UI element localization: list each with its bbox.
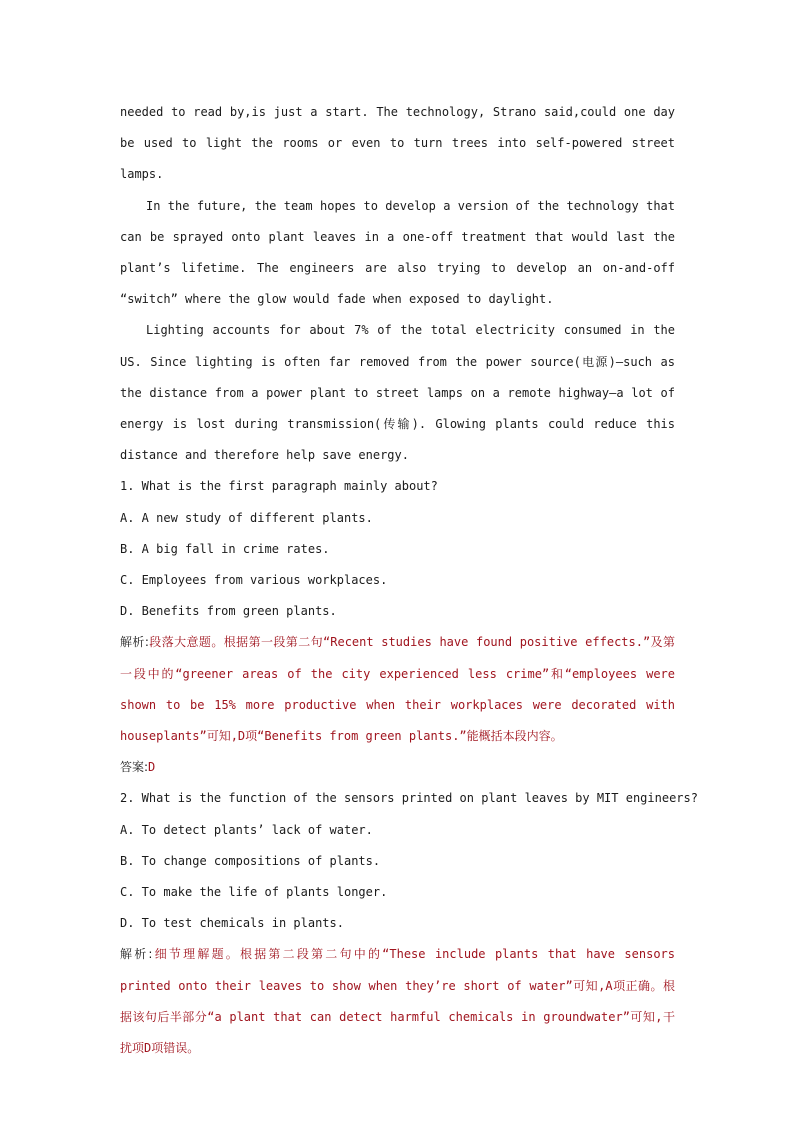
question-2-stem: 2. What is the function of the sensors printed on plant leaves by MIT engineers? <box>120 791 698 806</box>
question-1-analysis <box>120 627 675 752</box>
analysis-label: 解析: <box>120 635 149 650</box>
question-2-option-d: D. To test chemicals in plants. <box>120 916 344 931</box>
question-2-option-b: B. To change compositions of plants. <box>120 853 381 868</box>
passage-paragraph-continued: needed to read by,is just a start. The technology, Strano said,could one day be used to light the rooms or even to turn trees into self-powered street lamps. <box>120 105 675 182</box>
question-1-stem: 1. What is the first paragraph mainly about? <box>120 479 438 494</box>
question-1-answer <box>120 752 675 783</box>
passage-paragraph-lighting: Lighting accounts for about 7% of the total electricity consumed in the US. Since lighting is often far removed from the power source(电源)—such as the distance from a power plant to street lamps on a remote highway—a lot of energy is lost during transmission(传输). Glowing plants could reduce this distance and therefore help save energy. <box>120 323 675 463</box>
analysis-label: 解析: <box>120 947 153 962</box>
question-1-option-d: D. Benefits from green plants. <box>120 604 337 619</box>
analysis-text: 段落大意题。根据第一段第二句“Recent studies have found positive effects.”及第一段中的“greener areas of the city experienced less crime”和“employees were shown to be 15% more productive when their workplaces were decorated with houseplants”可知,D项“Benefits from green plants.”能概括本段内容。 <box>120 635 676 744</box>
question-1-option-b: B. A big fall in crime rates. <box>120 541 330 556</box>
question-2-option-c: C. To make the life of plants longer. <box>120 885 388 900</box>
question-1 <box>120 471 675 783</box>
question-2-analysis <box>120 939 675 1064</box>
passage-paragraph-future: In the future, the team hopes to develop a version of the technology that can be sprayed onto plant leaves in a one-off treatment that would last the plant’s lifetime. The engineers are also trying to develop an on-and-off “switch” where the glow would fade when exposed to daylight. <box>120 198 675 307</box>
question-1-option-a: A. A new study of different plants. <box>120 510 373 525</box>
question-1-option-c: C. Employees from various workplaces. <box>120 573 388 588</box>
answer-value: D <box>148 760 156 775</box>
analysis-text: 细节理解题。根据第二段第二句中的“These include plants that have sensors printed onto their leaves to show when they’re short of water”可知,A项正确。根据该句后半部分“a plant that can detect harmful chemicals in groundwater”可知,干扰项D项错误。 <box>120 947 676 1056</box>
content-column <box>120 97 698 1064</box>
question-2-option-a: A. To detect plants’ lack of water. <box>120 822 373 837</box>
answer-label: 答案: <box>120 760 149 775</box>
question-2 <box>120 783 698 1064</box>
